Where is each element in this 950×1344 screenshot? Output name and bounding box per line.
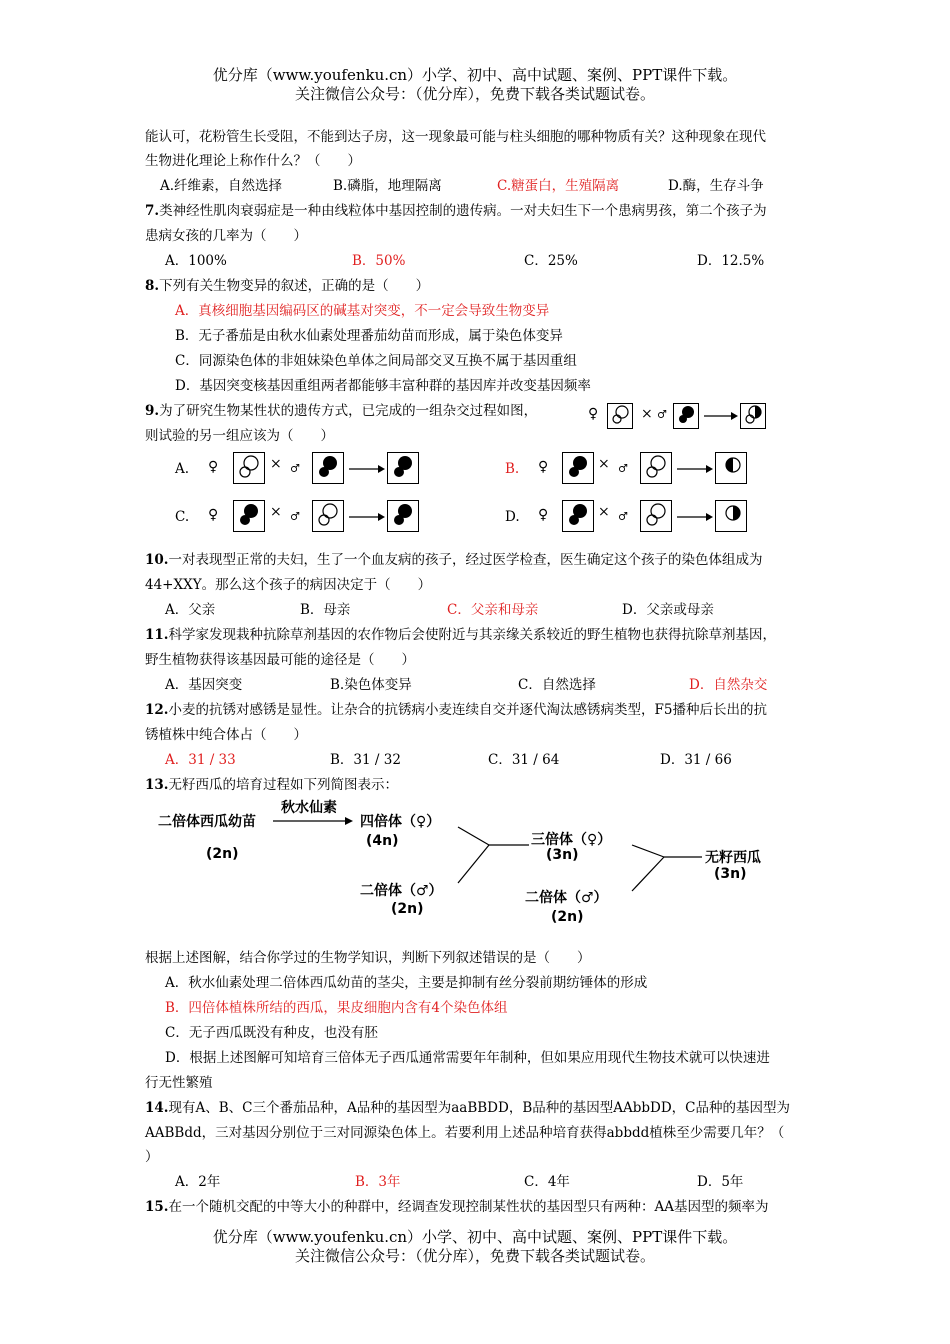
q8-stem: 下列有关生物变异的叙述，正确的是（ ）	[159, 278, 430, 294]
q14-option-d: D．5年	[697, 1174, 744, 1190]
q12-option-b: B．31 / 32	[330, 752, 401, 768]
q9-b-arrow	[677, 463, 713, 475]
q12-option-a: A．31 / 33	[165, 752, 236, 768]
q10-stem: 一对表现型正常的夫妇，生了一个血友病的孩子，经过医学检查，医生确定这个孩子的染色体组成为	[168, 552, 763, 568]
diagram-colchicine: 秋水仙素	[281, 800, 337, 816]
q12-number: 12.	[145, 702, 169, 718]
q9-d-offspring-cell	[715, 500, 747, 532]
q9-a-male-cell	[312, 452, 344, 484]
q10-line2: 44+XXY。那么这个孩子的病因决定于（ ）	[145, 577, 432, 593]
q9-a-arrow	[349, 463, 385, 475]
q9-b-cross: ×	[598, 456, 610, 472]
q11-stem: 科学家发现栽种抗除草剂基因的农作物后会使附近与其亲缘关系较近的野生植物也获得抗除草剂基因，	[168, 627, 776, 643]
q9-option-a-label: A.	[175, 461, 190, 477]
q8-option-a: A．真核细胞基因编码区的碱基对突变，不一定会导致生物变异	[175, 303, 550, 319]
q13-stem: 无籽西瓜的培育过程如下列简图表示：	[168, 777, 398, 793]
footer-line-2: 关注微信公众号：（优分库），免费下载各类试题试卷。	[294, 1247, 655, 1265]
diagram-merge-lines-2	[628, 843, 708, 895]
q9-c-cross: ×	[270, 504, 282, 520]
q9-c-female-symbol: ♀	[208, 507, 219, 523]
diagram-seedless-watermelon: 无籽西瓜	[705, 850, 761, 866]
q9-a-female-symbol: ♀	[208, 459, 219, 475]
q8-option-c: C．同源染色体的非姐妹染色单体之间局部交叉互换不属于基因重组	[175, 353, 577, 369]
diagram-diploid-male-2-ploidy: (2n)	[551, 909, 584, 925]
q9-d-cross: ×	[598, 504, 610, 520]
q14-line1	[145, 1099, 790, 1117]
q9-d-female-cell	[562, 500, 594, 532]
q10-line1	[145, 551, 763, 569]
q12-line2: 锈植株中纯合体占（ ）	[145, 727, 307, 743]
q13-option-d: D．根据上述图解可知培育三倍体无子西瓜通常需要年年制种，但如果应用现代生物技术就可以快速进	[165, 1050, 770, 1066]
cell-hollow-halffilled	[740, 403, 766, 429]
q6-option-d: D.酶，生存斗争	[668, 178, 764, 194]
q9-a-offspring-cell	[387, 452, 419, 484]
q14-line2: AABBdd，三对基因分别位于三对同源染色体上。若要利用上述品种培育获得abbdd植株至少需要几年？（	[145, 1125, 785, 1141]
q15-stem: 在一个随机交配的中等大小的种群中，经调查发现控制某性状的基因型只有两种：AA基因型的频率为	[168, 1199, 769, 1215]
q14-option-a: A．2年	[175, 1174, 221, 1190]
q8-option-b: B．无子番茄是由秋水仙素处理番茄幼苗而形成，属于染色体变异	[175, 328, 563, 344]
q9-a-male-symbol: ♂	[290, 462, 300, 475]
q9-option-d-label: D.	[505, 509, 520, 525]
q9-c-female-cell	[233, 500, 265, 532]
q12-option-d: D．31 / 66	[660, 752, 732, 768]
q14-line3: ）	[145, 1149, 159, 1165]
q9-d-female-symbol: ♀	[538, 507, 549, 523]
q7-number: 7.	[145, 203, 160, 219]
q8-option-d: D．基因突变核基因重组两者都能够丰富种群的基因库并改变基因频率	[175, 378, 591, 394]
q9-stem: 为了研究生物某性状的遗传方式，已完成的一组杂交过程如图，	[159, 403, 538, 419]
q9-ref-arrow	[704, 410, 738, 422]
diagram-merge-lines-1	[455, 825, 535, 887]
q10-option-a: A．父亲	[165, 602, 216, 618]
q9-c-male-cell	[312, 500, 344, 532]
q13-option-d-continued: 行无性繁殖	[145, 1075, 213, 1091]
diagram-arrow-colchicine	[273, 815, 353, 827]
q11-option-c: C．自然选择	[518, 677, 596, 693]
q9-number: 9.	[145, 403, 160, 419]
q9-b-male-cell	[640, 452, 672, 484]
q9-a-cross: ×	[270, 456, 282, 472]
diagram-triploid-ploidy: (3n)	[546, 847, 579, 863]
q9-option-c-label: C.	[175, 509, 190, 525]
q9-ref-female-symbol: ♀	[588, 406, 599, 422]
q7-option-a: A．100%	[165, 253, 227, 269]
q6-line1: 能认可，花粉管生长受阻，不能到达子房，这一现象最可能与柱头细胞的哪种物质有关？这种现象在现代	[145, 129, 766, 145]
cell-filled-filled	[673, 403, 699, 429]
q15-line1	[145, 1198, 769, 1216]
q7-option-c: C．25%	[524, 253, 578, 269]
q11-option-d: D．自然杂交	[689, 677, 768, 693]
q9-d-male-symbol: ♂	[618, 510, 628, 523]
q6-option-c: C.糖蛋白，生殖隔离	[497, 178, 620, 194]
q14-number: 14.	[145, 1100, 169, 1116]
q7-option-b: B．50%	[352, 253, 406, 269]
header-line-2: 关注微信公众号：（优分库），免费下载各类试题试卷。	[294, 85, 655, 103]
q11-option-b: B.染色体变异	[330, 677, 412, 693]
cell-hollow-hollow	[607, 403, 633, 429]
q9-c-offspring-cell	[387, 500, 419, 532]
q7-line2: 患病女孩的几率为（ ）	[145, 228, 307, 244]
q10-option-b: B．母亲	[300, 602, 351, 618]
diagram-triploid: 三倍体（♀）	[531, 832, 612, 848]
q8-line1	[145, 277, 429, 295]
q9-line1	[145, 402, 537, 420]
q9-b-offspring-cell	[715, 452, 747, 484]
q9-ref-male-symbol: ♂	[657, 408, 667, 421]
q9-option-b-label: B.	[505, 461, 520, 477]
q6-line2: 生物进化理论上称作什么？（ ）	[145, 153, 361, 169]
q11-number: 11.	[145, 627, 169, 643]
q9-ref-cross: ×	[641, 406, 653, 422]
q8-number: 8.	[145, 278, 160, 294]
q13-option-c: C．无子西瓜既没有种皮，也没有胚	[165, 1025, 378, 1041]
q12-option-c: C．31 / 64	[488, 752, 560, 768]
diagram-diploid-male-1: 二倍体（♂）	[360, 883, 443, 899]
q13-option-a: A．秋水仙素处理二倍体西瓜幼苗的茎尖，主要是抑制有丝分裂前期纺锤体的形成	[165, 975, 648, 991]
q12-stem: 小麦的抗锈对感锈是显性。让杂合的抗锈病小麦连续自交并逐代淘汰感锈病类型，F5播种后长出的抗	[168, 702, 767, 718]
q10-number: 10.	[145, 552, 169, 568]
q13-option-b: B．四倍体植株所结的西瓜，果皮细胞内含有4个染色体组	[165, 1000, 508, 1016]
q6-option-a: A.纤维素，自然选择	[160, 178, 283, 194]
q13-line1	[145, 776, 398, 794]
q9-a-female-cell	[233, 452, 265, 484]
diagram-diploid-male-1-ploidy: (2n)	[391, 901, 424, 917]
q14-stem: 现有A、B、C三个番茄品种，A品种的基因型为aaBBDD，B品种的基因型AAbbDD，C品种的基因型为	[168, 1100, 791, 1116]
q15-number: 15.	[145, 1199, 169, 1215]
q13-question: 根据上述图解，结合你学过的生物学知识，判断下列叙述错误的是（ ）	[145, 950, 591, 966]
q9-c-male-symbol: ♂	[290, 510, 300, 523]
diagram-tetraploid: 四倍体（♀）	[360, 814, 441, 830]
diagram-seedling: 二倍体西瓜幼苗	[158, 814, 256, 830]
q11-line1	[145, 626, 776, 644]
q9-b-female-symbol: ♀	[538, 459, 549, 475]
diagram-seedling-ploidy: (2n)	[206, 846, 239, 862]
q10-option-d: D．父亲或母亲	[622, 602, 714, 618]
q7-stem: 类神经性肌肉衰弱症是一种由线粒体中基因控制的遗传病。一对夫妇生下一个患病男孩，第二个孩子为	[159, 203, 767, 219]
diagram-seedless-ploidy: (3n)	[714, 866, 747, 882]
q7-line1	[145, 202, 767, 220]
footer-line-1: 优分库（www.youfenku.cn）小学、初中、高中试题、案例、PPT课件下载。	[212, 1228, 738, 1246]
q9-d-male-cell	[640, 500, 672, 532]
q9-d-arrow	[677, 511, 713, 523]
q11-line2: 野生植物获得该基因最可能的途径是（ ）	[145, 652, 415, 668]
q6-option-b: B.磷脂，地理隔离	[333, 178, 442, 194]
diagram-diploid-male-2: 二倍体（♂）	[525, 890, 608, 906]
diagram-tetraploid-ploidy: (4n)	[366, 833, 399, 849]
q9-b-female-cell	[562, 452, 594, 484]
q9-c-arrow	[349, 511, 385, 523]
q13-number: 13.	[145, 777, 169, 793]
q9-line2: 则试验的另一组应该为（ ）	[145, 428, 334, 444]
q10-option-c: C．父亲和母亲	[447, 602, 539, 618]
q11-option-a: A．基因突变	[165, 677, 243, 693]
q9-b-male-symbol: ♂	[618, 462, 628, 475]
header-line-1: 优分库（www.youfenku.cn）小学、初中、高中试题、案例、PPT课件下载。	[212, 66, 738, 84]
q7-option-d: D．12.5%	[697, 253, 765, 269]
q14-option-b: B．3年	[355, 1174, 401, 1190]
q12-line1	[145, 701, 767, 719]
q14-option-c: C．4年	[524, 1174, 570, 1190]
